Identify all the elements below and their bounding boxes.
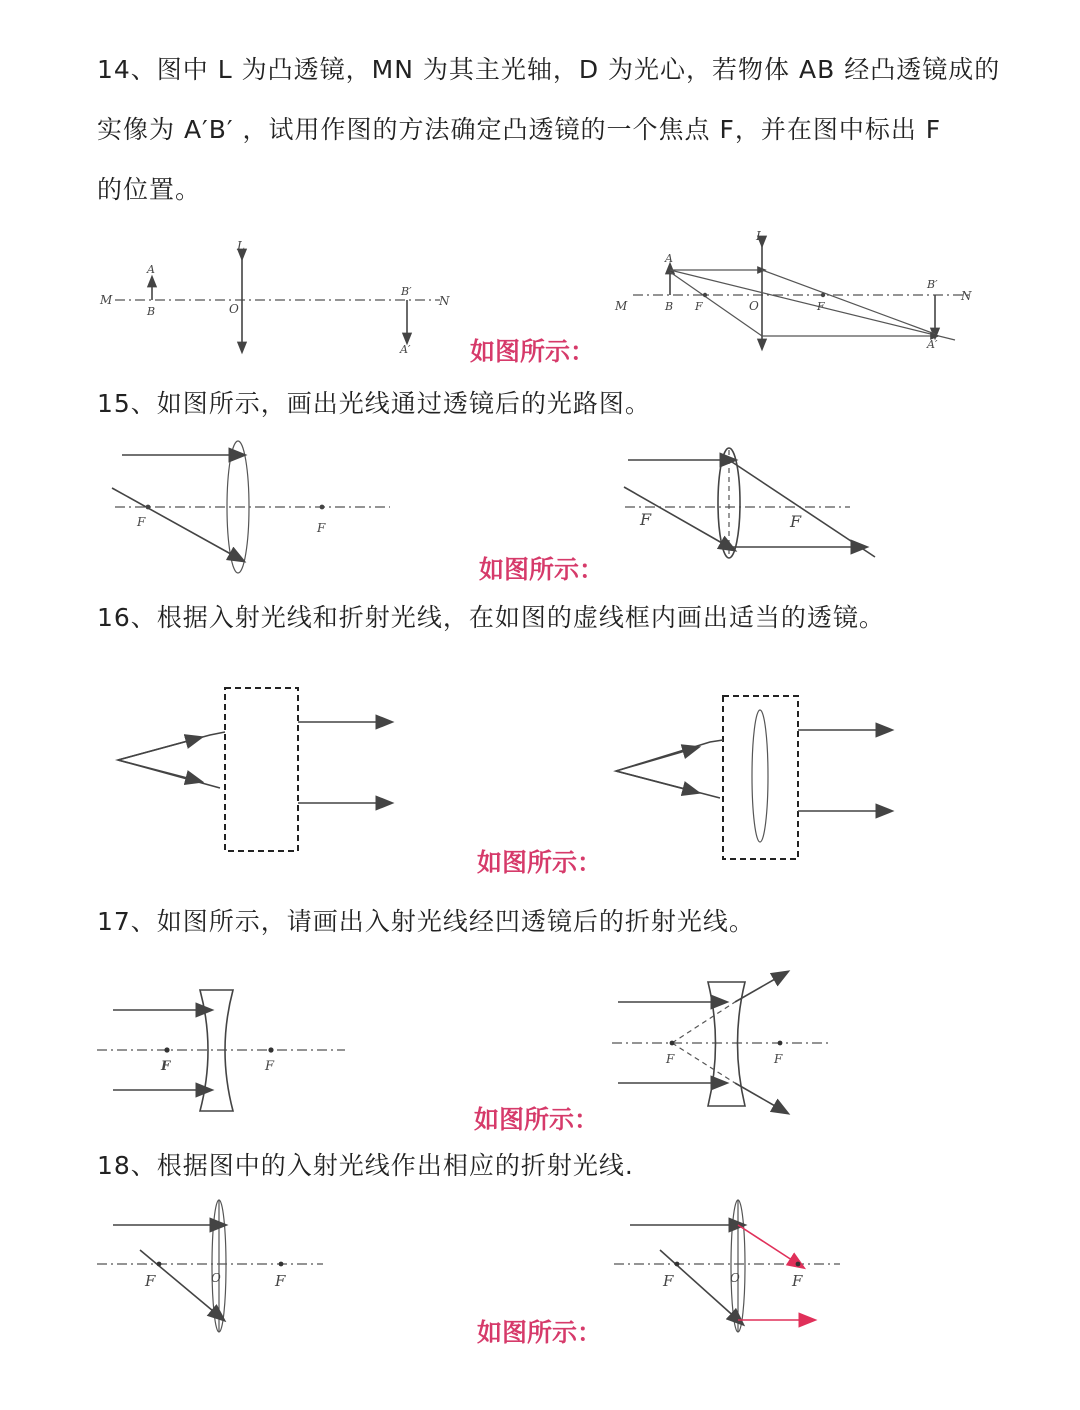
svg-text:F: F [666, 1052, 675, 1066]
svg-text:O: O [730, 1271, 740, 1285]
label-b: B [147, 305, 156, 318]
svg-text:F: F [792, 1272, 803, 1290]
q17-figure-answer [610, 970, 835, 1120]
label-a: A [147, 263, 155, 276]
svg-text:O: O [749, 299, 759, 313]
q18-figure-question [95, 1198, 330, 1338]
q15-answer-label: 如图所示： [479, 555, 605, 584]
svg-text:F: F [695, 300, 703, 313]
svg-text:B: B [665, 300, 674, 313]
label-a2: A′ [400, 343, 411, 356]
svg-text:A: A [665, 252, 673, 265]
q15-figure-question [110, 440, 400, 580]
q14-line2: 实像为 A′B′ ，试用作图的方法确定凸透镜的一个焦点 F，并在图中标出 F [97, 115, 942, 144]
q16-figure-answer [610, 690, 895, 870]
label-o: O [229, 302, 239, 316]
q15-figure-answer [620, 445, 885, 565]
q16-text: 16、根据入射光线和折射光线，在如图的虚线框内画出适当的透镜。 [97, 603, 885, 632]
svg-text:F: F [774, 1052, 783, 1066]
q18-figure-answer [612, 1198, 847, 1338]
svg-text:F: F [663, 1272, 674, 1290]
svg-text:A′: A′ [927, 338, 938, 351]
svg-text:F: F [265, 1059, 275, 1074]
label-n: N [439, 294, 450, 308]
q16-figure-question [110, 680, 400, 860]
label-l: L [237, 239, 245, 253]
q16-answer-label: 如图所示： [477, 848, 603, 877]
q17-figure-question [95, 985, 350, 1120]
svg-text:F: F [790, 512, 802, 531]
q18-answer-label: 如图所示： [477, 1318, 603, 1347]
label-m: M [100, 293, 113, 307]
svg-text:F: F [161, 1059, 171, 1074]
q14-line1: 14、图中 L 为凸透镜，MN 为其主光轴，D 为光心，若物体 AB 经凸透镜成的 [97, 55, 1001, 84]
svg-text:F: F [145, 1272, 156, 1290]
q15-text: 15、如图所示，画出光线通过透镜后的光路图。 [97, 389, 651, 418]
svg-text:F: F [817, 300, 825, 313]
svg-text:F: F [640, 510, 652, 529]
q14-figure-question [95, 235, 455, 360]
q14-figure-answer [605, 230, 985, 355]
q17-answer-label: 如图所示： [474, 1105, 600, 1134]
svg-text:B′: B′ [927, 278, 938, 291]
svg-text:M: M [615, 299, 628, 313]
q14-line3: 的位置。 [97, 175, 202, 204]
svg-text:F: F [275, 1272, 286, 1290]
svg-text:N: N [961, 289, 972, 303]
q17-text: 17、如图所示，请画出入射光线经凹透镜后的折射光线。 [97, 907, 755, 936]
svg-text:O: O [211, 1271, 221, 1285]
svg-text:F: F [317, 521, 326, 535]
svg-text:L: L [756, 229, 764, 243]
q14-answer-label: 如图所示： [470, 337, 596, 366]
label-b2: B′ [401, 285, 412, 298]
svg-text:F: F [137, 515, 146, 529]
q18-text: 18、根据图中的入射光线作出相应的折射光线. [97, 1151, 634, 1180]
